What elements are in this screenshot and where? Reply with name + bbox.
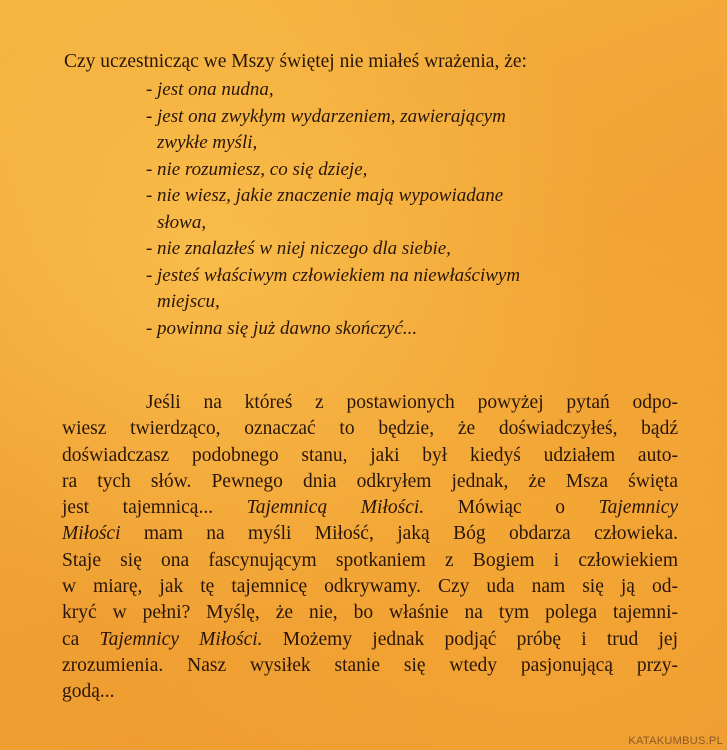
list-item <box>146 316 646 343</box>
site-watermark: KATAKUMBUS.PL <box>628 735 723 747</box>
list-item-text: nie rozumiesz, co się dzieje, <box>157 158 368 180</box>
paragraph-line: zrozumienia. Nasz wysiłek stanie się wtedy pasjonującą przy- <box>62 654 678 676</box>
list-dash: - <box>146 264 153 286</box>
list-item <box>146 77 646 104</box>
list-item-text: nie znalazłeś w niej niczego dla siebie, <box>157 238 451 259</box>
list-item <box>146 104 646 157</box>
list-item <box>146 157 646 184</box>
italic-phrase: Tajemnicą Miłości. <box>246 497 425 519</box>
list-item-text: jest ona zwykłym wydarzeniem, zawierającym <box>157 105 506 127</box>
list-dash: - <box>146 317 153 339</box>
paragraph-text: jest tajemnicą... <box>62 497 247 519</box>
paragraph-text: mam na myśli Miłość, jaką Bóg obdarza człowieka. <box>120 523 678 545</box>
italic-phrase: Tajemnicy <box>598 497 679 519</box>
list-dash: - <box>146 105 153 127</box>
italic-phrase: Miłości <box>62 523 121 545</box>
paragraph-line <box>62 495 678 521</box>
list-item-text: jest ona nudna, <box>157 79 274 100</box>
list-dash: - <box>146 185 153 206</box>
intro-question: Czy uczestnicząc we Mszy świętej nie miałeś wrażenia, że: <box>64 51 527 72</box>
list-item-continuation: słowa, <box>157 211 207 233</box>
list-item-text: powinna się już dawno skończyć... <box>157 317 418 339</box>
list-item <box>146 183 646 236</box>
paragraph-line <box>62 521 678 547</box>
paragraph-line: Jeśli na któreś z postawionych powyżej pytań odpo- <box>146 392 678 413</box>
paragraph-line: kryć w pełni? Myślę, że nie, bo właśnie na tym polega tajemni- <box>62 602 678 624</box>
paragraph-text: Możemy jednak podjąć próbę i trud jej <box>262 628 678 650</box>
paragraph-line: wiesz twierdząco, oznaczać to będzie, że doświadczyłeś, bądź <box>62 418 678 440</box>
list-item <box>146 263 646 316</box>
paragraph-line <box>62 627 678 653</box>
list-dash: - <box>146 79 153 100</box>
question-list <box>146 77 646 342</box>
list-dash: - <box>146 158 153 180</box>
list-dash: - <box>146 238 153 259</box>
paragraph-line: Staje się ona fascynującym spotkaniem z Bogiem i człowiekiem <box>62 549 678 571</box>
list-item <box>146 236 646 263</box>
paragraph-line: w miarę, jak tę tajemnicę odkrywamy. Czy uda nam się ją od- <box>62 576 678 598</box>
list-item-text: jesteś właściwym człowiekiem na niewłaściwym <box>157 264 521 286</box>
paragraph-text: ca <box>62 628 100 650</box>
paragraph-line: doświadczasz podobnego stanu, jaki był kiedyś udziałem auto- <box>62 444 678 466</box>
body-paragraph <box>62 390 678 706</box>
list-item-text: nie wiesz, jakie znaczenie mają wypowiadane <box>157 185 504 206</box>
list-item-continuation: zwykłe myśli, <box>157 132 258 153</box>
paragraph-line: godą... <box>62 681 115 703</box>
paragraph-text: Mówiąc o <box>424 497 599 519</box>
italic-phrase: Tajemnicy Miłości. <box>99 628 263 650</box>
paragraph-line: ra tych słów. Pewnego dnia odkryłem jednak, że Msza święta <box>62 470 678 492</box>
list-item-continuation: miejscu, <box>157 291 220 312</box>
